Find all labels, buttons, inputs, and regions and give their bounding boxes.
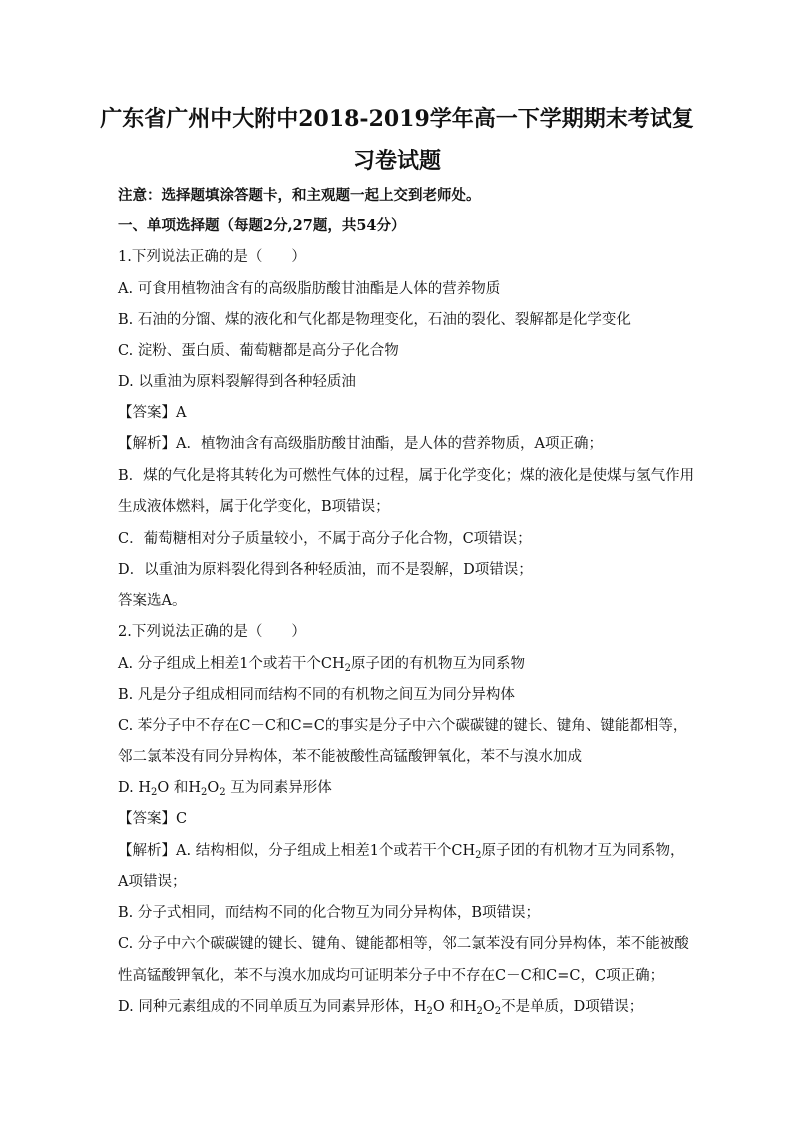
q2-explanation-text: D. 同种元素组成的不同单质互为同素异形体，H <box>118 999 427 1015</box>
q1-option-d: D. 以重油为原料裂解得到各种轻质油 <box>118 374 356 390</box>
subscript: 2 <box>426 1006 433 1017</box>
q2-stem: 2.下列说法正确的是（ ） <box>118 624 306 640</box>
subscript: 2 <box>494 1006 502 1017</box>
q1-option-b: B. 石油的分馏、煤的液化和气化都是物理变化，石油的裂化、裂解都是化学变化 <box>118 312 631 328</box>
q2-explanation-text: 【解析】A. 结构相似，分子组成上相差1个或若干个CH <box>118 843 476 859</box>
q2-option-d-text: O <box>207 780 220 796</box>
q1-explanation-3: 生成液体燃料，属于化学变化，B项错误； <box>118 499 390 515</box>
subscript: 2 <box>344 663 352 674</box>
subscript: 2 <box>201 787 208 798</box>
subscript: 2 <box>150 787 158 798</box>
q2-explanation-text: O 和H <box>432 999 477 1015</box>
page-title-line-1: 广东省广州中大附中2018-2019学年高一下学期期末考试复 <box>100 106 694 132</box>
q1-answer: 【答案】A <box>118 405 187 421</box>
q1-explanation-4: C．葡萄糖相对分子质量较小，不属于高分子化合物，C项错误； <box>118 531 532 547</box>
q2-option-a-text: 原子团的有机物互为同系物 <box>351 656 526 672</box>
q2-answer: 【答案】C <box>118 811 188 827</box>
q2-option-a-text: A. 分子组成上相差1个或若干个CH <box>118 656 345 672</box>
q2-explanation-text: O <box>482 999 495 1015</box>
q2-option-c-line-1: C. 苯分子中不存在C－C和C=C的事实是分子中六个碳碳键的键长、键角、键能都相等， <box>118 718 688 734</box>
q2-explanation-text: 不是单质，D项错误； <box>501 999 644 1015</box>
q2-explanation-3: B. 分子式相同，而结构不同的化合物互为同分异构体，B项错误； <box>118 905 541 921</box>
subscript: 2 <box>476 1006 483 1017</box>
q2-option-b: B. 凡是分子组成相同而结构不同的有机物之间互为同分异构体 <box>118 687 515 703</box>
q1-option-a: A. 可食用植物油含有的高级脂肪酸甘油酯是人体的营养物质 <box>118 281 501 297</box>
q2-explanation-6 <box>118 997 688 1017</box>
page-title-line-2: 习卷试题 <box>352 148 441 174</box>
q2-option-c-line-2: 邻二氯苯没有同分异构体，苯不能被酸性高锰酸钾氧化，苯不与溴水加成 <box>118 749 582 765</box>
q1-explanation-2: B．煤的气化是将其转化为可燃性气体的过程，属于化学变化；煤的液化是使煤与氢气作用 <box>118 468 695 484</box>
q2-explanation-2: A项错误； <box>118 874 187 890</box>
q1-explanation-6: 答案选A。 <box>118 593 187 609</box>
q2-explanation-5: 性高锰酸钾氧化，苯不与溴水加成均可证明苯分子中不存在C－C和C=C，C项正确； <box>118 968 665 984</box>
q1-explanation-1: 【解析】A．植物油含有高级脂肪酸甘油酯，是人体的营养物质，A项正确； <box>118 436 603 452</box>
q2-explanation-text: 原子团的有机物才互为同系物， <box>481 843 685 859</box>
section-heading: 一、单项选择题（每题2分,27题，共54分） <box>118 217 406 234</box>
subscript: 2 <box>475 850 482 861</box>
q2-explanation-4: C. 分子中六个碳碳键的键长、键角、键能都相等，邻二氯苯没有同分异构体，苯不能被酸 <box>118 936 689 952</box>
q2-option-d-text: D. H <box>118 780 151 796</box>
q1-explanation-5: D．以重油为原料裂化得到各种轻质油，而不是裂解，D项错误； <box>118 562 533 578</box>
q2-explanation-1 <box>118 841 688 861</box>
q1-option-c: C. 淀粉、蛋白质、葡萄糖都是高分子化合物 <box>118 343 399 359</box>
q2-option-d-text: 互为同素异形体 <box>225 780 332 796</box>
q2-option-d-text: O 和H <box>157 780 202 796</box>
q2-option-a <box>118 654 688 674</box>
subscript: 2 <box>219 787 226 798</box>
q1-stem: 1.下列说法正确的是（ ） <box>118 249 306 265</box>
q2-option-d <box>118 778 688 798</box>
notice: 注意：选择题填涂答题卡，和主观题一起上交到老师处。 <box>118 187 481 204</box>
